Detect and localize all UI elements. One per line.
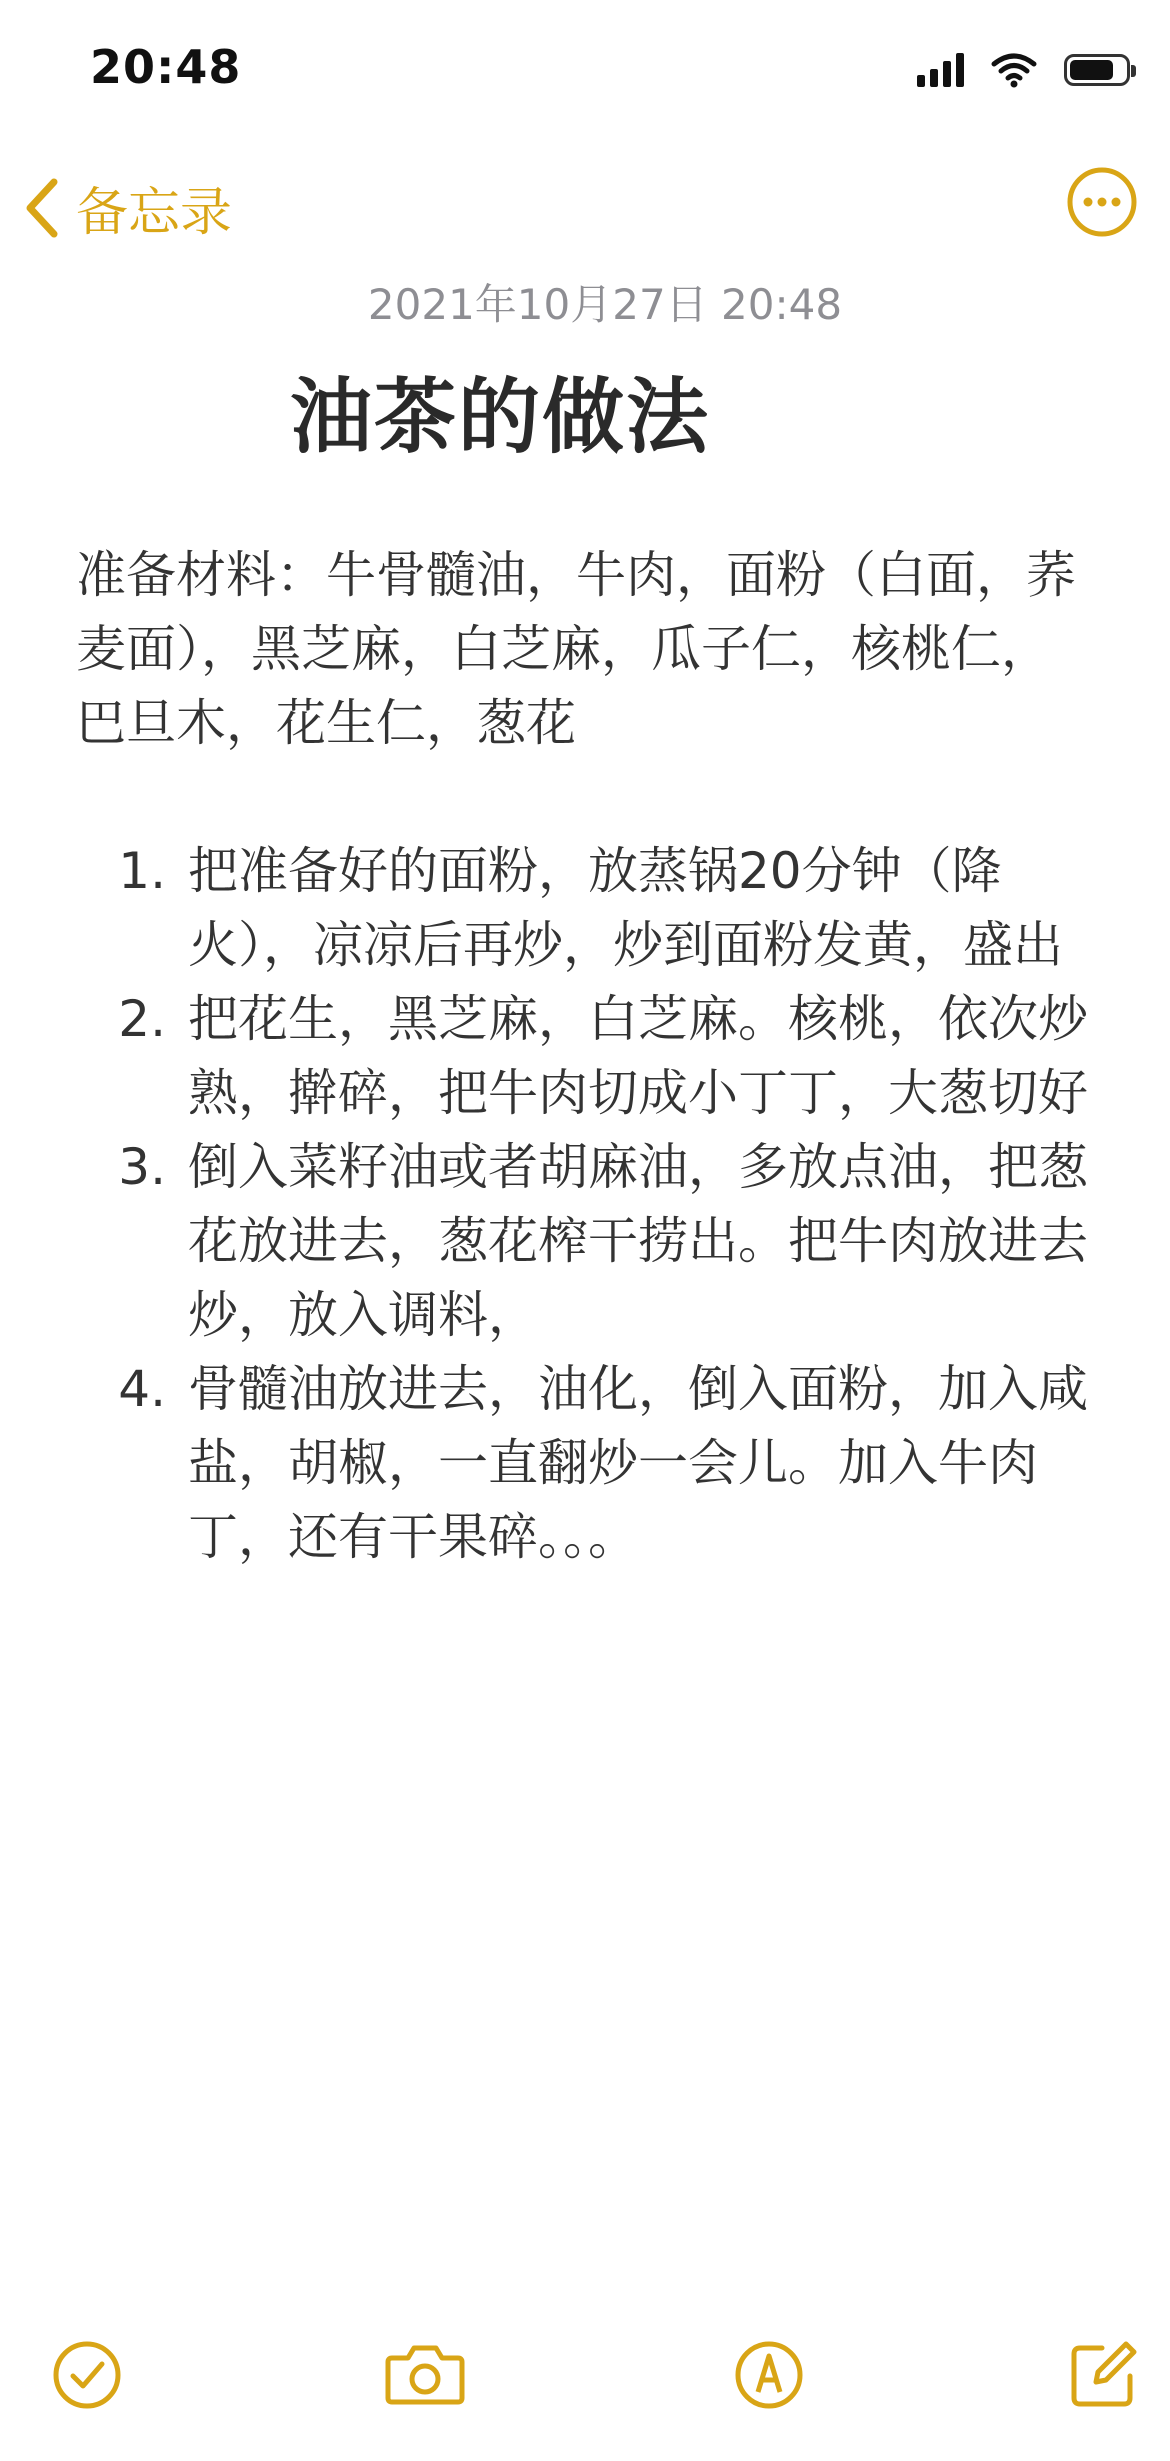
wifi-icon xyxy=(990,52,1038,88)
nav-bar xyxy=(0,160,1170,260)
step-text: 把准备好的面粉，放蒸锅20分钟（降火），凉凉后再炒，炒到面粉发黄，盛出 xyxy=(188,842,1063,974)
step-text: 把花生，黑芝麻，白芝麻。核桃，依次炒熟，擀碎，把牛肉切成小丁丁，大葱切好 xyxy=(188,990,1088,1122)
chevron-left-icon xyxy=(22,176,62,240)
status-bar xyxy=(0,0,1170,150)
cellular-signal-icon xyxy=(917,53,964,87)
step-item xyxy=(76,1352,1096,1574)
step-text: 倒入菜籽油或者胡麻油，多放点油，把葱花放进去，葱花榨干捞出。把牛肉放进去炒，放入调料， xyxy=(188,1138,1088,1344)
step-item xyxy=(76,1130,1096,1352)
note-body[interactable] xyxy=(76,538,1096,1574)
note-intro: 准备材料：牛骨髓油，牛肉，面粉（白面，荞麦面），黑芝麻，白芝麻，瓜子仁，核桃仁，巴旦木，花生仁，葱花 xyxy=(76,546,1076,752)
compose-icon[interactable] xyxy=(1068,2340,1138,2410)
markup-icon[interactable] xyxy=(734,2340,804,2410)
battery-icon xyxy=(1064,54,1130,86)
back-button[interactable] xyxy=(22,170,232,245)
camera-icon[interactable] xyxy=(384,2340,466,2410)
step-number: 3. xyxy=(118,1138,166,1196)
blank-line xyxy=(76,760,1096,834)
step-item xyxy=(76,834,1096,982)
status-icons xyxy=(917,52,1130,88)
steps-list xyxy=(76,834,1096,1574)
checklist-icon[interactable] xyxy=(52,2340,122,2410)
step-text: 骨髓油放进去，油化，倒入面粉，加入咸盐，胡椒，一直翻炒一会儿。加入牛肉丁，还有干果碎。。。 xyxy=(188,1360,1088,1566)
status-time: 20:48 xyxy=(90,40,242,94)
more-icon[interactable] xyxy=(1066,166,1138,238)
bottom-toolbar xyxy=(0,2340,1170,2460)
step-number: 4. xyxy=(118,1360,166,1418)
note-date: 2021年10月27日 20:48 xyxy=(367,280,843,329)
note-title[interactable]: 油茶的做法 xyxy=(290,370,711,465)
battery-fill xyxy=(1070,60,1113,80)
step-item xyxy=(76,982,1096,1130)
step-number: 2. xyxy=(118,990,166,1048)
back-label: 备忘录 xyxy=(76,183,233,243)
step-number: 1. xyxy=(118,842,166,900)
